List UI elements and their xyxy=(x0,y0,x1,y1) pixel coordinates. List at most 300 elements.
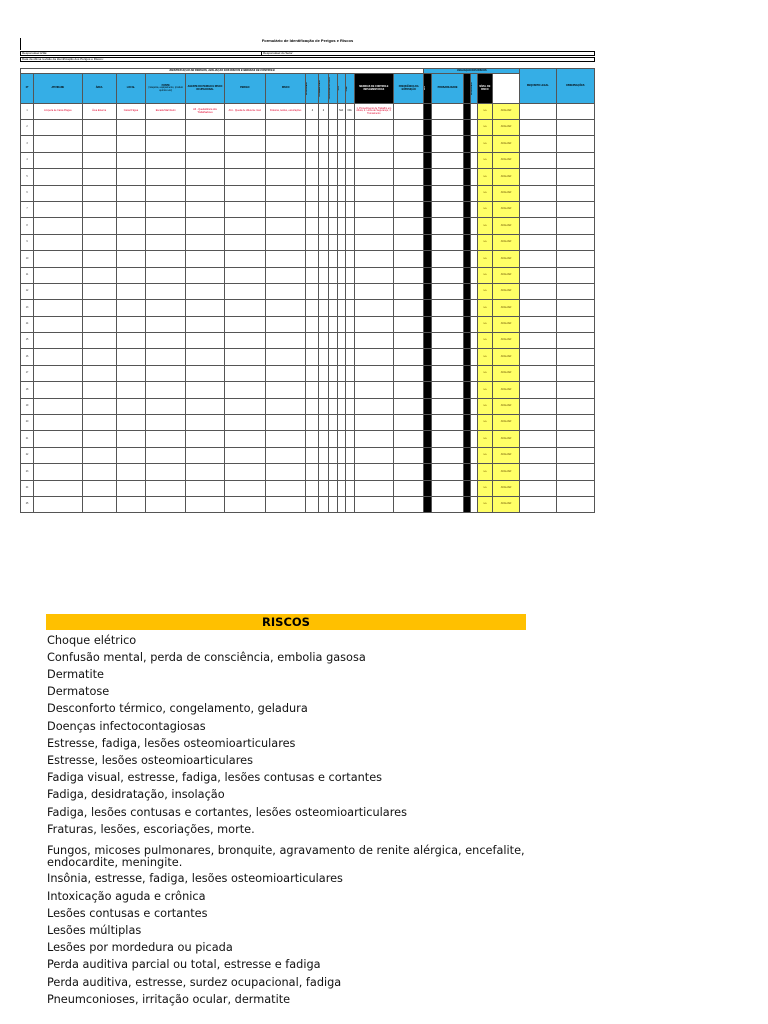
table-cell[interactable] xyxy=(432,218,463,234)
table-cell[interactable] xyxy=(470,234,477,250)
table-cell[interactable] xyxy=(34,480,82,496)
table-cell[interactable] xyxy=(556,120,595,136)
table-cell[interactable] xyxy=(224,365,265,381)
table-cell[interactable] xyxy=(306,251,319,267)
table-cell[interactable] xyxy=(82,431,116,447)
table-cell[interactable] xyxy=(470,415,477,431)
table-cell[interactable] xyxy=(82,464,116,480)
table-cell[interactable] xyxy=(394,349,424,365)
table-cell[interactable] xyxy=(394,480,424,496)
table-cell[interactable] xyxy=(146,234,186,250)
table-cell[interactable] xyxy=(146,218,186,234)
table-cell[interactable] xyxy=(520,300,556,316)
table-cell[interactable] xyxy=(116,169,145,185)
table-cell[interactable] xyxy=(345,201,354,217)
table-cell[interactable] xyxy=(82,333,116,349)
table-cell[interactable] xyxy=(328,169,337,185)
table-cell[interactable] xyxy=(394,464,424,480)
table-cell[interactable] xyxy=(319,152,328,168)
table-cell[interactable] xyxy=(520,480,556,496)
table-cell[interactable] xyxy=(186,234,224,250)
table-cell[interactable] xyxy=(328,398,337,414)
table-cell[interactable] xyxy=(186,447,224,463)
table-cell[interactable] xyxy=(306,349,319,365)
table-cell[interactable] xyxy=(116,365,145,381)
table-cell[interactable] xyxy=(186,349,224,365)
table-cell[interactable] xyxy=(328,283,337,299)
table-cell[interactable] xyxy=(266,382,306,398)
table-cell[interactable] xyxy=(354,480,393,496)
table-cell[interactable] xyxy=(186,283,224,299)
table-cell[interactable] xyxy=(186,464,224,480)
table-cell[interactable] xyxy=(337,349,345,365)
table-cell[interactable] xyxy=(354,496,393,512)
table-cell[interactable] xyxy=(345,251,354,267)
table-cell[interactable] xyxy=(186,365,224,381)
table-cell[interactable] xyxy=(116,185,145,201)
table-cell[interactable] xyxy=(328,185,337,201)
table-cell[interactable] xyxy=(432,234,463,250)
table-cell[interactable] xyxy=(34,333,82,349)
table-cell[interactable] xyxy=(146,365,186,381)
table-cell[interactable] xyxy=(354,169,393,185)
table-cell[interactable] xyxy=(394,398,424,414)
table-cell[interactable] xyxy=(394,382,424,398)
table-cell[interactable] xyxy=(520,382,556,398)
table-cell[interactable] xyxy=(520,267,556,283)
table-cell[interactable] xyxy=(556,349,595,365)
table-cell[interactable] xyxy=(306,136,319,152)
table-cell[interactable] xyxy=(470,136,477,152)
table-cell[interactable] xyxy=(116,218,145,234)
table-cell[interactable] xyxy=(394,447,424,463)
table-cell[interactable] xyxy=(556,283,595,299)
table-cell[interactable] xyxy=(556,431,595,447)
table-cell[interactable] xyxy=(116,251,145,267)
table-cell[interactable] xyxy=(394,415,424,431)
table-cell[interactable] xyxy=(556,415,595,431)
table-cell[interactable] xyxy=(470,152,477,168)
table-cell[interactable] xyxy=(82,267,116,283)
table-cell[interactable] xyxy=(328,152,337,168)
table-cell[interactable] xyxy=(146,447,186,463)
table-cell[interactable] xyxy=(345,365,354,381)
table-cell[interactable] xyxy=(328,300,337,316)
table-cell[interactable] xyxy=(224,349,265,365)
table-cell[interactable] xyxy=(470,382,477,398)
table-cell[interactable] xyxy=(337,152,345,168)
table-cell[interactable] xyxy=(82,365,116,381)
table-cell[interactable] xyxy=(432,136,463,152)
cell-medidas[interactable]: 1. Procedimento de Trabalho em Altura; 2. Linha de Segurança; 3. Treinamento xyxy=(354,104,393,120)
table-cell[interactable] xyxy=(520,496,556,512)
table-cell[interactable] xyxy=(556,251,595,267)
table-cell[interactable] xyxy=(556,267,595,283)
table-cell[interactable] xyxy=(337,333,345,349)
table-cell[interactable] xyxy=(432,349,463,365)
table-cell[interactable] xyxy=(224,185,265,201)
table-cell[interactable] xyxy=(34,267,82,283)
table-cell[interactable] xyxy=(354,349,393,365)
table-cell[interactable] xyxy=(146,464,186,480)
table-cell[interactable] xyxy=(306,333,319,349)
cell-probabilidade[interactable] xyxy=(432,104,463,120)
table-cell[interactable] xyxy=(520,152,556,168)
table-cell[interactable] xyxy=(556,480,595,496)
table-cell[interactable] xyxy=(394,300,424,316)
table-cell[interactable] xyxy=(266,333,306,349)
table-cell[interactable] xyxy=(354,300,393,316)
table-cell[interactable] xyxy=(520,120,556,136)
table-cell[interactable] xyxy=(306,382,319,398)
table-cell[interactable] xyxy=(266,365,306,381)
table-cell[interactable] xyxy=(432,496,463,512)
table-cell[interactable] xyxy=(337,415,345,431)
table-cell[interactable] xyxy=(116,120,145,136)
table-cell[interactable] xyxy=(319,496,328,512)
table-cell[interactable] xyxy=(82,234,116,250)
table-cell[interactable] xyxy=(116,333,145,349)
table-cell[interactable] xyxy=(354,283,393,299)
table-cell[interactable] xyxy=(306,496,319,512)
table-cell[interactable] xyxy=(319,349,328,365)
table-cell[interactable] xyxy=(328,365,337,381)
table-cell[interactable] xyxy=(432,283,463,299)
table-cell[interactable] xyxy=(186,185,224,201)
table-cell[interactable] xyxy=(354,152,393,168)
table-cell[interactable] xyxy=(394,201,424,217)
table-cell[interactable] xyxy=(116,300,145,316)
table-cell[interactable] xyxy=(432,169,463,185)
cell-observacoes[interactable] xyxy=(556,104,595,120)
table-cell[interactable] xyxy=(556,398,595,414)
table-cell[interactable] xyxy=(34,201,82,217)
table-cell[interactable] xyxy=(224,169,265,185)
table-cell[interactable] xyxy=(345,152,354,168)
table-cell[interactable] xyxy=(319,480,328,496)
table-cell[interactable] xyxy=(337,251,345,267)
table-cell[interactable] xyxy=(266,447,306,463)
table-cell[interactable] xyxy=(224,300,265,316)
table-cell[interactable] xyxy=(345,283,354,299)
table-cell[interactable] xyxy=(354,218,393,234)
table-cell[interactable] xyxy=(520,234,556,250)
table-cell[interactable] xyxy=(306,398,319,414)
table-cell[interactable] xyxy=(266,218,306,234)
table-cell[interactable] xyxy=(432,415,463,431)
table-cell[interactable] xyxy=(306,316,319,332)
table-cell[interactable] xyxy=(337,201,345,217)
table-cell[interactable] xyxy=(556,234,595,250)
table-cell[interactable] xyxy=(520,365,556,381)
table-cell[interactable] xyxy=(470,349,477,365)
table-cell[interactable] xyxy=(354,447,393,463)
table-cell[interactable] xyxy=(116,464,145,480)
table-cell[interactable] xyxy=(186,120,224,136)
table-cell[interactable] xyxy=(34,283,82,299)
table-cell[interactable] xyxy=(328,480,337,496)
table-cell[interactable] xyxy=(186,316,224,332)
table-cell[interactable] xyxy=(266,234,306,250)
table-cell[interactable] xyxy=(306,234,319,250)
table-cell[interactable] xyxy=(34,431,82,447)
table-cell[interactable] xyxy=(345,333,354,349)
table-cell[interactable] xyxy=(186,152,224,168)
table-cell[interactable] xyxy=(337,480,345,496)
table-cell[interactable] xyxy=(224,316,265,332)
table-cell[interactable] xyxy=(520,415,556,431)
cell-cat[interactable] xyxy=(328,104,337,120)
table-cell[interactable] xyxy=(34,398,82,414)
table-cell[interactable] xyxy=(432,365,463,381)
table-cell[interactable] xyxy=(520,169,556,185)
table-cell[interactable] xyxy=(345,398,354,414)
table-cell[interactable] xyxy=(186,415,224,431)
table-cell[interactable] xyxy=(116,349,145,365)
table-cell[interactable] xyxy=(116,316,145,332)
table-cell[interactable] xyxy=(146,480,186,496)
table-cell[interactable] xyxy=(394,316,424,332)
table-cell[interactable] xyxy=(306,447,319,463)
table-cell[interactable] xyxy=(116,431,145,447)
table-cell[interactable] xyxy=(186,300,224,316)
table-cell[interactable] xyxy=(345,496,354,512)
table-cell[interactable] xyxy=(470,496,477,512)
table-cell[interactable] xyxy=(306,415,319,431)
table-cell[interactable] xyxy=(266,464,306,480)
table-cell[interactable] xyxy=(34,447,82,463)
table-cell[interactable] xyxy=(354,234,393,250)
table-cell[interactable] xyxy=(146,333,186,349)
table-cell[interactable] xyxy=(146,120,186,136)
table-cell[interactable] xyxy=(146,267,186,283)
table-cell[interactable] xyxy=(556,169,595,185)
table-cell[interactable] xyxy=(432,333,463,349)
table-cell[interactable] xyxy=(224,201,265,217)
table-cell[interactable] xyxy=(146,431,186,447)
table-cell[interactable] xyxy=(186,431,224,447)
table-cell[interactable] xyxy=(470,267,477,283)
table-cell[interactable] xyxy=(394,185,424,201)
table-cell[interactable] xyxy=(116,201,145,217)
table-cell[interactable] xyxy=(116,152,145,168)
table-cell[interactable] xyxy=(354,267,393,283)
table-cell[interactable] xyxy=(34,169,82,185)
table-cell[interactable] xyxy=(34,152,82,168)
table-cell[interactable] xyxy=(186,136,224,152)
table-cell[interactable] xyxy=(337,300,345,316)
table-cell[interactable] xyxy=(394,120,424,136)
table-cell[interactable] xyxy=(328,496,337,512)
table-cell[interactable] xyxy=(345,316,354,332)
cell-risco[interactable]: Fraturas, lesões, escoriações xyxy=(266,104,306,120)
table-cell[interactable] xyxy=(520,136,556,152)
table-cell[interactable] xyxy=(82,251,116,267)
table-cell[interactable] xyxy=(328,251,337,267)
table-cell[interactable] xyxy=(266,349,306,365)
table-cell[interactable] xyxy=(432,267,463,283)
table-cell[interactable] xyxy=(306,218,319,234)
table-cell[interactable] xyxy=(116,283,145,299)
table-cell[interactable] xyxy=(470,283,477,299)
table-cell[interactable] xyxy=(146,496,186,512)
table-cell[interactable] xyxy=(146,283,186,299)
table-cell[interactable] xyxy=(432,120,463,136)
table-cell[interactable] xyxy=(354,185,393,201)
table-cell[interactable] xyxy=(470,218,477,234)
table-cell[interactable] xyxy=(354,382,393,398)
table-cell[interactable] xyxy=(432,398,463,414)
table-cell[interactable] xyxy=(319,185,328,201)
table-cell[interactable] xyxy=(266,201,306,217)
table-cell[interactable] xyxy=(337,496,345,512)
table-cell[interactable] xyxy=(319,447,328,463)
table-cell[interactable] xyxy=(470,316,477,332)
cell-perigo[interactable]: A11 - Queda de diferente nível xyxy=(224,104,265,120)
table-cell[interactable] xyxy=(394,152,424,168)
table-cell[interactable] xyxy=(556,447,595,463)
table-cell[interactable] xyxy=(520,251,556,267)
table-cell[interactable] xyxy=(394,496,424,512)
table-cell[interactable] xyxy=(34,349,82,365)
cell-fonte[interactable]: Escada Marinheiro xyxy=(146,104,186,120)
table-cell[interactable] xyxy=(146,382,186,398)
table-cell[interactable] xyxy=(319,382,328,398)
table-cell[interactable] xyxy=(224,120,265,136)
cell-sev[interactable]: 4 xyxy=(306,104,319,120)
table-cell[interactable] xyxy=(520,333,556,349)
table-cell[interactable] xyxy=(306,431,319,447)
table-cell[interactable] xyxy=(328,333,337,349)
table-cell[interactable] xyxy=(432,201,463,217)
table-cell[interactable] xyxy=(224,333,265,349)
table-cell[interactable] xyxy=(224,447,265,463)
table-cell[interactable] xyxy=(319,300,328,316)
table-cell[interactable] xyxy=(345,169,354,185)
table-cell[interactable] xyxy=(306,300,319,316)
table-cell[interactable] xyxy=(328,120,337,136)
table-cell[interactable] xyxy=(146,169,186,185)
table-cell[interactable] xyxy=(306,152,319,168)
table-cell[interactable] xyxy=(306,267,319,283)
table-cell[interactable] xyxy=(337,382,345,398)
table-cell[interactable] xyxy=(34,136,82,152)
table-cell[interactable] xyxy=(319,415,328,431)
table-cell[interactable] xyxy=(224,251,265,267)
table-cell[interactable] xyxy=(556,152,595,168)
table-cell[interactable] xyxy=(345,382,354,398)
cell-blank[interactable] xyxy=(470,104,477,120)
table-cell[interactable] xyxy=(556,300,595,316)
table-cell[interactable] xyxy=(345,234,354,250)
table-cell[interactable] xyxy=(224,464,265,480)
table-cell[interactable] xyxy=(319,251,328,267)
table-cell[interactable] xyxy=(146,201,186,217)
table-cell[interactable] xyxy=(337,267,345,283)
table-cell[interactable] xyxy=(224,218,265,234)
table-cell[interactable] xyxy=(328,431,337,447)
cell-prob[interactable]: 2 xyxy=(319,104,328,120)
table-cell[interactable] xyxy=(345,136,354,152)
cell-agente[interactable]: A6 - Queda/Altura dos Trabalhadores xyxy=(186,104,224,120)
table-cell[interactable] xyxy=(337,283,345,299)
table-cell[interactable] xyxy=(328,415,337,431)
table-cell[interactable] xyxy=(146,136,186,152)
table-cell[interactable] xyxy=(470,201,477,217)
table-cell[interactable] xyxy=(470,169,477,185)
table-cell[interactable] xyxy=(82,169,116,185)
table-cell[interactable] xyxy=(556,218,595,234)
table-cell[interactable] xyxy=(319,218,328,234)
table-cell[interactable] xyxy=(266,480,306,496)
table-cell[interactable] xyxy=(306,365,319,381)
table-cell[interactable] xyxy=(82,480,116,496)
table-cell[interactable] xyxy=(319,333,328,349)
table-cell[interactable] xyxy=(116,382,145,398)
table-cell[interactable] xyxy=(337,218,345,234)
table-cell[interactable] xyxy=(337,234,345,250)
table-cell[interactable] xyxy=(520,447,556,463)
table-cell[interactable] xyxy=(266,431,306,447)
table-cell[interactable] xyxy=(345,447,354,463)
cell-atividade[interactable]: Limpeza de Caixa D'água xyxy=(34,104,82,120)
table-cell[interactable] xyxy=(328,218,337,234)
cell-area[interactable]: Área Externa xyxy=(82,104,116,120)
table-cell[interactable] xyxy=(556,365,595,381)
table-cell[interactable] xyxy=(82,283,116,299)
table-cell[interactable] xyxy=(146,415,186,431)
table-cell[interactable] xyxy=(186,333,224,349)
table-cell[interactable] xyxy=(34,251,82,267)
table-cell[interactable] xyxy=(146,398,186,414)
table-cell[interactable] xyxy=(337,431,345,447)
table-cell[interactable] xyxy=(224,398,265,414)
table-cell[interactable] xyxy=(146,185,186,201)
table-cell[interactable] xyxy=(394,283,424,299)
table-cell[interactable] xyxy=(337,398,345,414)
table-cell[interactable] xyxy=(186,267,224,283)
table-cell[interactable] xyxy=(82,218,116,234)
table-cell[interactable] xyxy=(470,251,477,267)
table-cell[interactable] xyxy=(266,415,306,431)
table-cell[interactable] xyxy=(354,333,393,349)
table-cell[interactable] xyxy=(345,464,354,480)
table-cell[interactable] xyxy=(520,185,556,201)
table-cell[interactable] xyxy=(116,267,145,283)
table-cell[interactable] xyxy=(394,267,424,283)
table-cell[interactable] xyxy=(556,382,595,398)
table-cell[interactable] xyxy=(328,382,337,398)
table-cell[interactable] xyxy=(34,382,82,398)
table-cell[interactable] xyxy=(432,382,463,398)
table-cell[interactable] xyxy=(82,398,116,414)
table-cell[interactable] xyxy=(116,415,145,431)
table-cell[interactable] xyxy=(266,185,306,201)
table-cell[interactable] xyxy=(186,251,224,267)
table-cell[interactable] xyxy=(345,300,354,316)
table-cell[interactable] xyxy=(328,267,337,283)
table-cell[interactable] xyxy=(186,496,224,512)
table-cell[interactable] xyxy=(432,447,463,463)
table-cell[interactable] xyxy=(394,136,424,152)
table-cell[interactable] xyxy=(306,283,319,299)
table-cell[interactable] xyxy=(556,136,595,152)
table-cell[interactable] xyxy=(82,152,116,168)
cell-requisito[interactable] xyxy=(520,104,556,120)
table-cell[interactable] xyxy=(82,201,116,217)
table-cell[interactable] xyxy=(34,316,82,332)
table-cell[interactable] xyxy=(354,431,393,447)
